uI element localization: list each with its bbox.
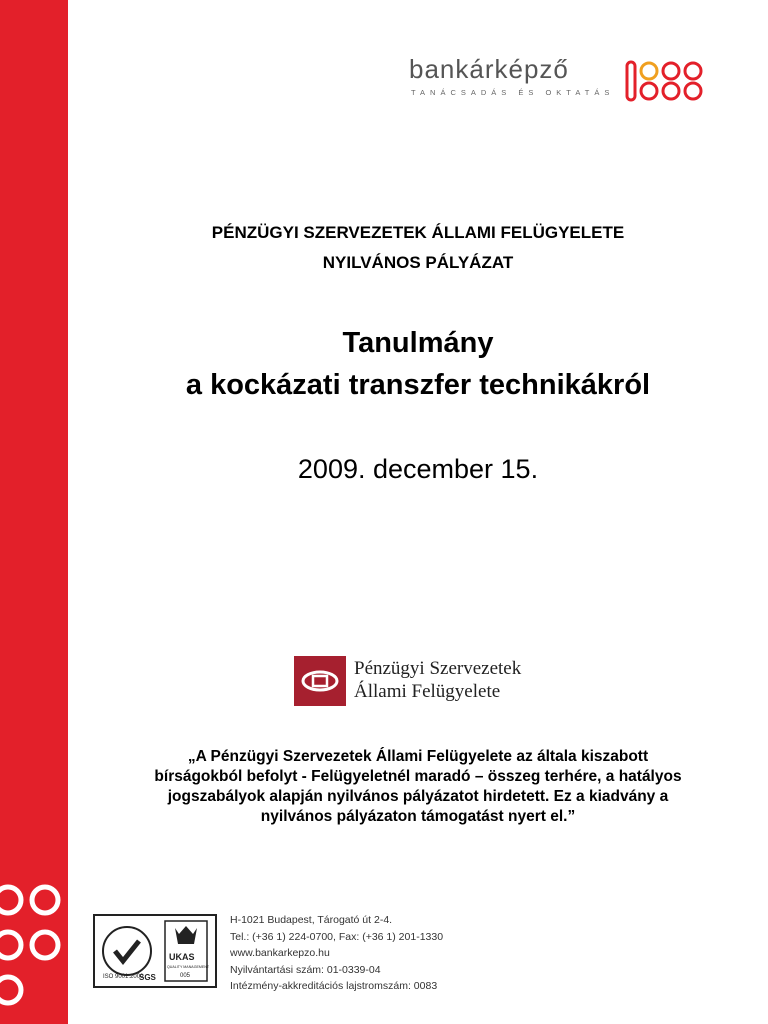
organization-heading <box>68 218 768 278</box>
iso-label: ISO 9001:2000 <box>103 974 144 980</box>
certification-seal-icon <box>95 916 215 986</box>
title-line-1: Tanulmány <box>342 327 494 359</box>
quote-line: nyilvános pályázaton támogatást nyert el.” <box>260 808 576 825</box>
bankarkepzo-logo <box>405 54 715 104</box>
grant-statement <box>68 747 768 827</box>
org-line-2: NYILVÁNOS PÁLYÁZAT <box>322 253 514 272</box>
document-title <box>68 322 768 406</box>
quote-line: bírságokból befolyt - Felügyeletnél maradó – összeg terhére, a hatályos <box>154 768 682 785</box>
org-line-1: PÉNZÜGYI SZERVEZETEK ÁLLAMI FELÜGYELETE <box>211 223 625 242</box>
ukas-sub-label: QUALITY MANAGEMENT <box>167 965 210 969</box>
pszaf-name-line-2: Állami Felügyelete <box>354 681 501 702</box>
sgs-label: SGS <box>139 973 156 982</box>
ukas-label: UKAS <box>169 952 195 962</box>
contact-phone: Tel.: (+36 1) 224-0700, Fax: (+36 1) 201-1330 <box>230 930 444 943</box>
title-line-2: a kockázati transzfer technikákról <box>185 369 651 401</box>
pszaf-emblem-icon <box>294 656 346 706</box>
pszaf-logo <box>294 656 564 708</box>
pszaf-name-line-1: Pénzügyi Szervezetek <box>354 658 522 679</box>
quote-line: jogszabályok alapján nyilvános pályázatot hirdetett. Ez a kiadvány a <box>167 788 669 805</box>
quote-line: „A Pénzügyi Szervezetek Állami Felügyelete az általa kiszabott <box>187 748 649 765</box>
logo-tagline: TANÁCSADÁS ÉS OKTATÁS <box>411 88 615 97</box>
contact-address: H-1021 Budapest, Tárogató út 2-4. <box>230 914 393 926</box>
contact-registration: Nyilvántartási szám: 01-0339-04 <box>230 963 381 976</box>
contact-accreditation: Intézmény-akkreditációs lajstromszám: 0083 <box>230 980 438 992</box>
logo-name: bankárképző <box>409 54 569 84</box>
certification-badges <box>93 914 217 988</box>
ukas-number: 005 <box>180 973 191 979</box>
contact-website: www.bankarkepzo.hu <box>230 947 330 959</box>
contact-block <box>230 912 443 995</box>
decorative-circles-icon <box>0 870 68 1024</box>
document-date: 2009. december 15. <box>297 454 539 484</box>
logo-mark-icon <box>625 59 707 103</box>
